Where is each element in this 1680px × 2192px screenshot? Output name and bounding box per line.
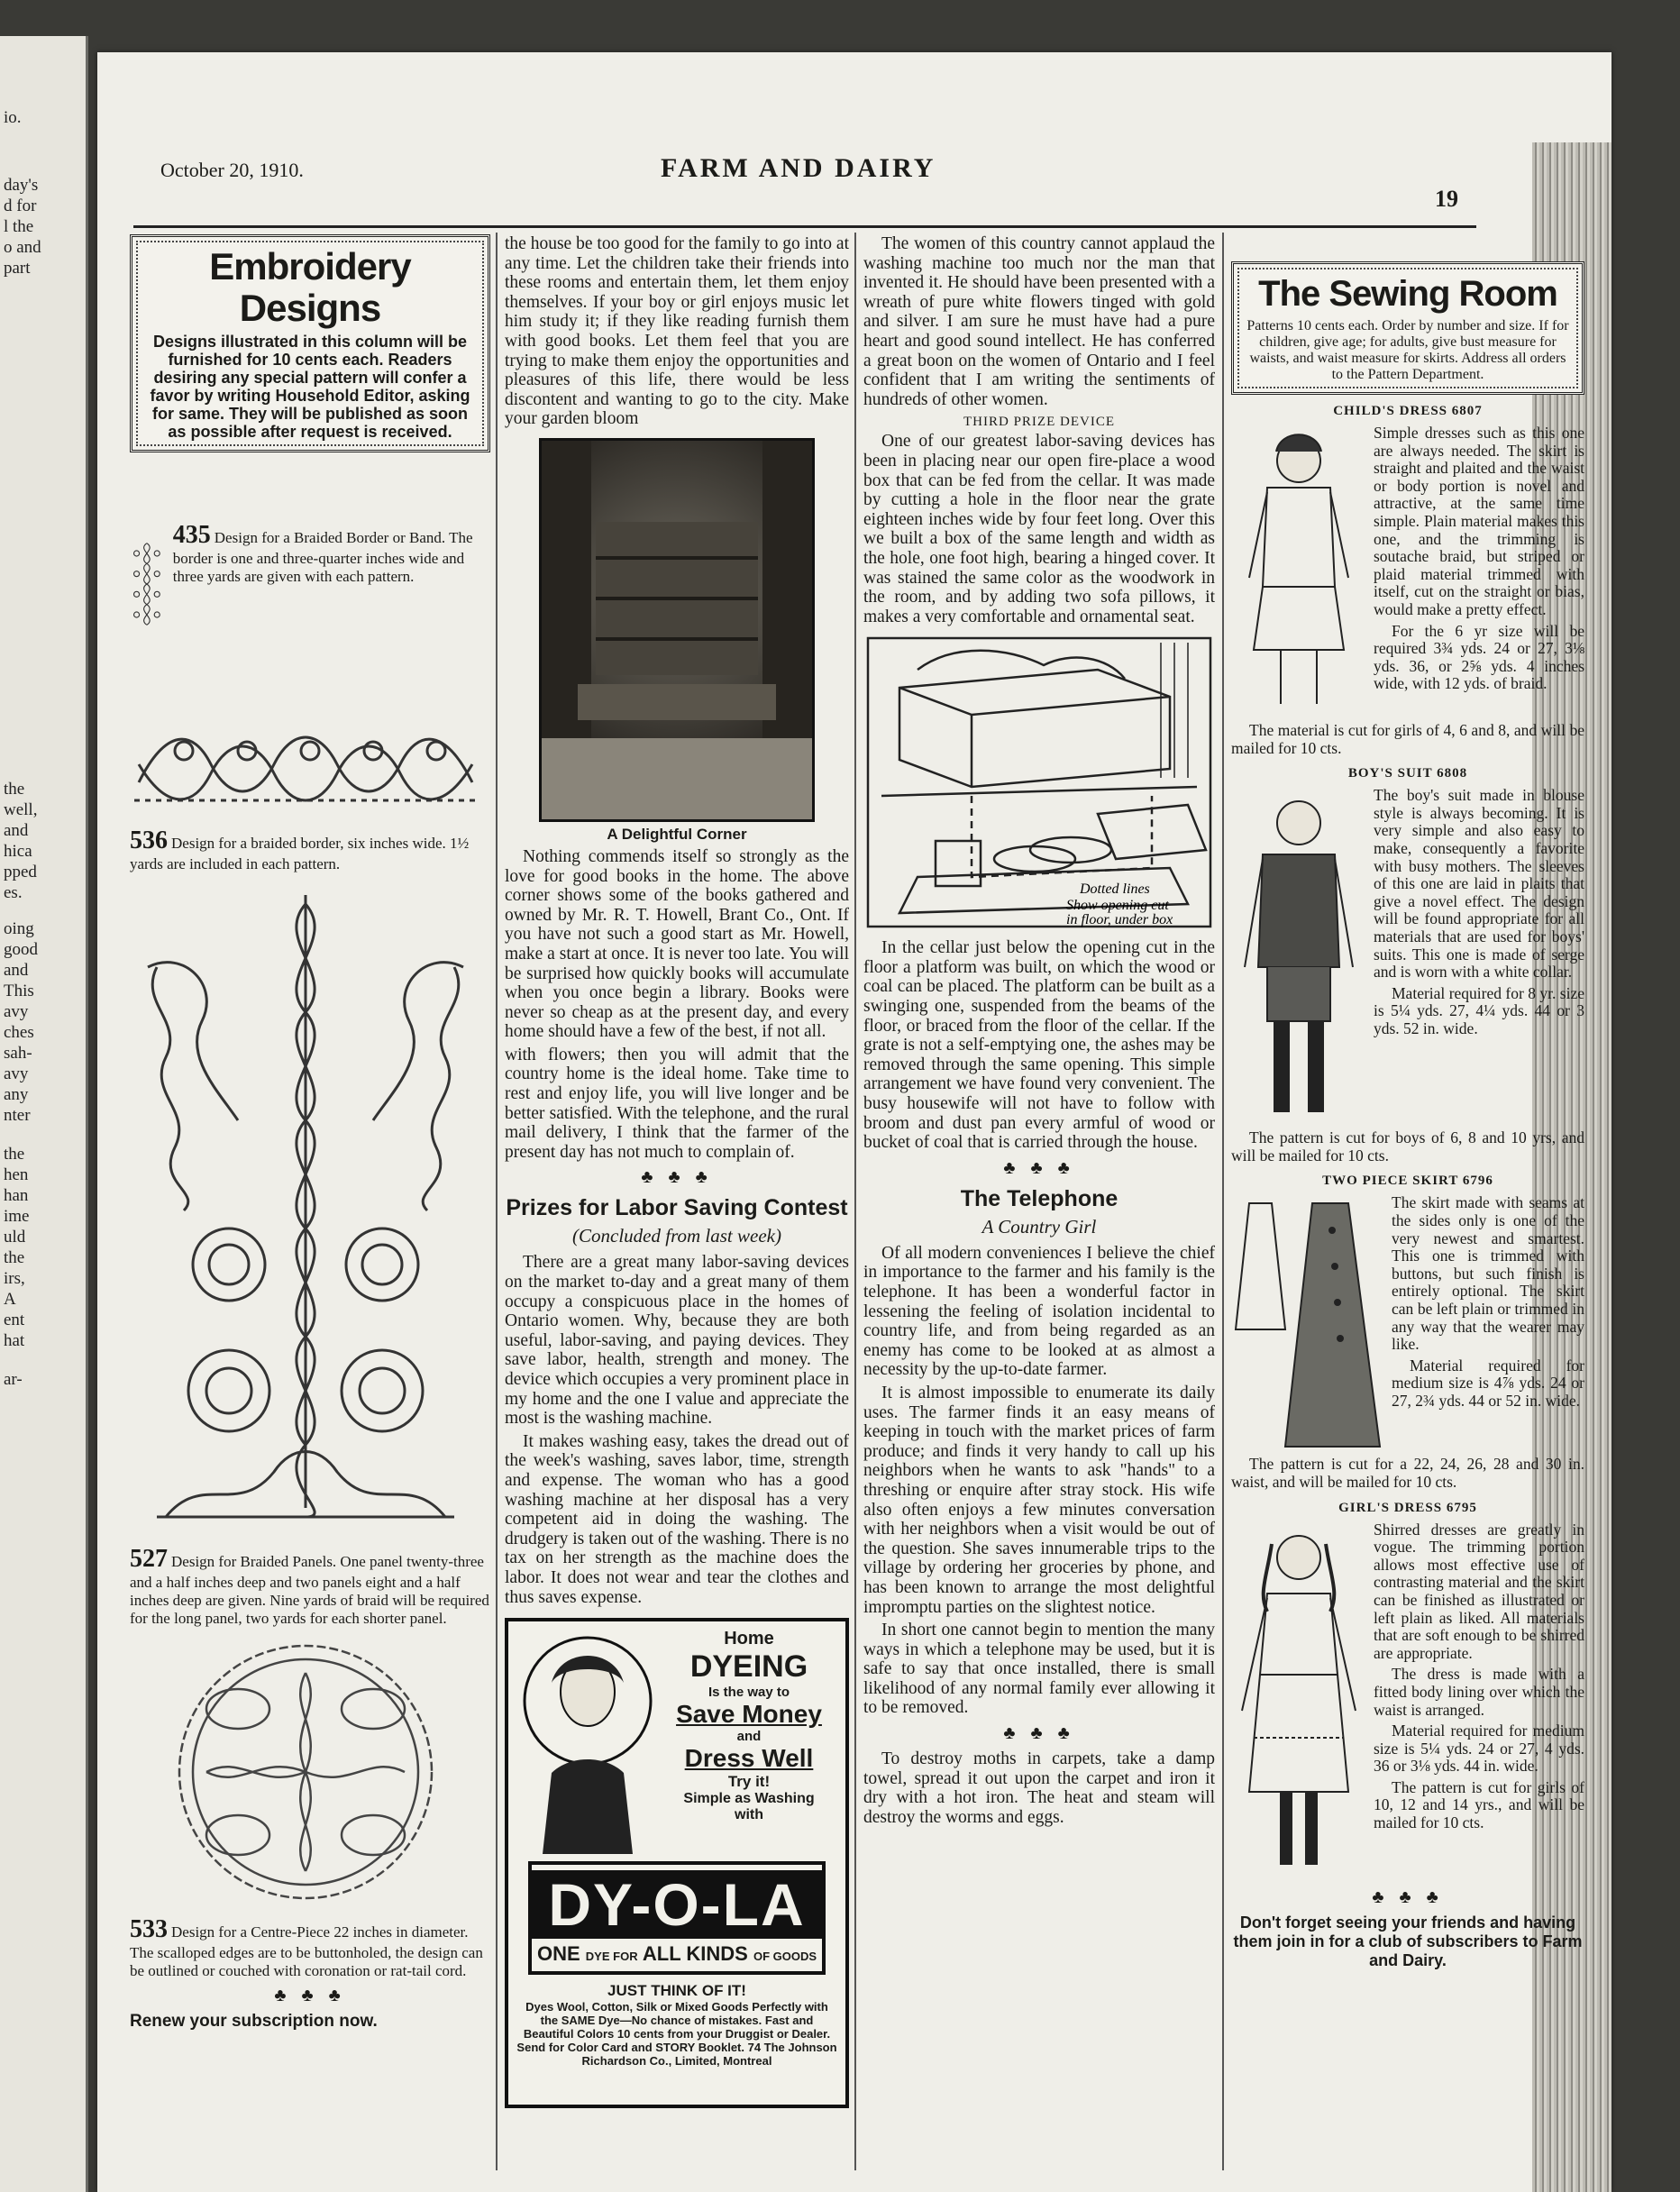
column-three (863, 234, 1215, 2181)
skirt-requirement: Material required for medium size is 4⅞ yds. 24 or 27, 2¾ yds. 44 or 52 in. wide. (1392, 1356, 1584, 1410)
ad-home: Home (724, 1629, 774, 1649)
telephone-heading: The Telephone (960, 1185, 1118, 1211)
previous-page-fragment: A (4, 1290, 16, 1309)
ornament: ♣ ♣ ♣ (1003, 1723, 1075, 1744)
article-text: There are a great many labor-saving devices on the market to-day and a great many of them occupy a conspicuous place in the homes of Ontario women. Why, because they are both useful, labor-saving, and paying devices. They save labor, health, strength and money. The device which occupies a very prominent place in my home and the one I value and appreciate the most is the washing machine. (505, 1253, 849, 1429)
article-text: In the cellar just below the opening cut in the floor a platform was built, on which the wood or coal can be placed. The platform can be built as a swinging one, suspended from the beams of the floor, or braced from the floor of the cellar. If the grate is not a self-emptying one, the ashes may be removed through the same opening. This simple arrangement we have found very convenient. The busy housewife will not have to follow with broom and dust pan every armful of wood or bucket of coal that is carried through the house. (863, 938, 1215, 1153)
ornament: ♣ ♣ ♣ (274, 1986, 346, 2005)
article-text: the house be too good for the family to go into at any time. Let the children take their friends into these rooms and entertain them, let them enjoy themselves. If your boy or girl enjoys music let him study it; if they like reading furnish them with good books. Let them feel that you are trying to make them enjoy the opportunities and pleasures of this life, there would be less discontent and wanting to go to the city. Make your garden bloom (505, 234, 849, 429)
centre-piece-figure (130, 1637, 481, 1907)
brand-name: DY-O-LA (532, 1870, 822, 1939)
previous-page-fragment: part (4, 259, 31, 278)
previous-page-fragment: uld (4, 1228, 26, 1247)
previous-page-fragment: pped (4, 863, 37, 881)
ad-with: with (735, 1807, 763, 1823)
bookshelf-image (542, 441, 812, 819)
previous-page-fragment: This (4, 982, 34, 1000)
previous-page-fragment: hen (4, 1165, 29, 1184)
tag-one: ONE (536, 1942, 580, 1966)
boys-suit-sizes: The pattern is cut for boys of 6, 8 and 10 yrs, and will be mailed for 10 cts. (1231, 1128, 1584, 1164)
embroidery-box (130, 234, 490, 452)
design-435 (130, 467, 490, 701)
previous-page-fragment: ches (4, 1023, 34, 1042)
wood-box-diagram (863, 634, 1215, 931)
renew-notice: Renew your subscription now. (130, 2012, 378, 2031)
sewing-room-title: The Sewing Room (1258, 274, 1557, 314)
article-text: In short one cannot begin to mention the many ways in which a telephone may be used, but it is safe to say that once installed, there is small likelihood of any normal family ever allowing it to be removed. (863, 1621, 1215, 1718)
child-dress-title: CHILD'S DRESS 6807 (1333, 404, 1483, 418)
previous-page-fragment: es. (4, 883, 23, 902)
girls-dress-requirement: Material required for medium size is 5¼ yds. 24 or 27, 4 yds. 36 or 3⅛ yds. 44 in. wide. (1374, 1722, 1584, 1776)
design-536 (130, 827, 490, 873)
skirt-title: TWO PIECE SKIRT 6796 (1322, 1174, 1493, 1189)
tag-all-kinds: ALL KINDS (642, 1942, 748, 1966)
column-rule (854, 233, 856, 2170)
design-533-number: 533 (130, 1915, 168, 1943)
telephone-byline: A Country Girl (982, 1215, 1097, 1238)
fig-label-2: Show opening cut (1066, 898, 1169, 914)
skirt-description: The skirt made with seams at the sides only is one of the very newest and smartest. This one is trimmed with buttons, but such finish is entirely optional. The skirt can be left plain or trimmed in any way that the wearer may like. (1392, 1193, 1584, 1354)
issue-date: October 20, 1910. (160, 159, 304, 181)
design-435-number: 435 (172, 521, 211, 549)
article-text: One of our greatest labor-saving devices has been in placing near our open fire-place a wood box that can be fed from the cellar. It was made by cutting a hole in the floor near the grate eighteen inches wide by four feet long. Over this we built a box of the same length and width as the hole, one foot high, bearing a hinged cover. It was stained the same color as the woodwork in the room, and by adding two sofa pillows, it makes a very comfortable and ornamental seat. (863, 432, 1215, 626)
article-text: It is almost impossible to enumerate its daily uses. The farmer finds it an easy means of keeping in touch with the market prices of farm produce; and finds it very handy to call up his neighbors when he wants to ask "hands" to a threshing or enquire after stray stock. His wife also often enjoys a few minutes conversation with her neighbors when a visit would be out of the question. She saves innumerable trips to the village by ordering her groceries by phone, and has been known to arrange the most delightful impromptu parties on the slightest notice. (863, 1383, 1215, 1617)
article-text: Of all modern conveniences I believe the chief in importance to the farmer and his family is the telephone. It has been a wonderful factor in lessening the feeling of isolation incidental to country life, and from being regarded as an enemy has come to be looked at as almost a necessity by the up-to-date farmer. (863, 1243, 1215, 1380)
girls-dress-description: Shirred dresses are greatly in vogue. The trimming portion allows most effective use of contrasting material and the skirt can be finished as illustrated or left plain as liked. All materials that are soft enough to be shirred are appropriate. (1374, 1520, 1584, 1662)
boys-suit-figure (1231, 787, 1366, 1129)
ornament: ♣ ♣ ♣ (641, 1167, 713, 1188)
previous-page-fragment: and (4, 821, 29, 840)
braided-border-wide-figure (130, 710, 481, 818)
girls-dress-block (1231, 1521, 1584, 1882)
ad-simple: Simple as Washing (683, 1791, 815, 1807)
previous-page-fragment: io. (4, 108, 22, 127)
previous-page-fragment: han (4, 1186, 29, 1205)
article-text: with flowers; then you will admit that the country home is the ideal home. Take time to rest and enjoy life, you will live longer and be better satisfied. With the telephone, and the rural mail delivery, I think that the farmer of the present day has not much to complain of. (505, 1045, 849, 1162)
ornament: ♣ ♣ ♣ (1003, 1157, 1075, 1178)
newspaper-page (97, 52, 1612, 2192)
previous-page-fragment: well, (4, 800, 38, 819)
library-corner-photo (539, 438, 815, 822)
lady-portrait (516, 1629, 660, 1854)
dyola-advertisement (505, 1618, 849, 2108)
previous-page-fragment: the (4, 1248, 25, 1267)
design-527-number: 527 (130, 1545, 168, 1573)
girls-dress-lining: The dress is made with a fitted body lining over which the waist is arranged. (1374, 1665, 1584, 1719)
ad-fine-print: Dyes Wool, Cotton, Silk or Mixed Goods Perfectly with the SAME Dye—No chance of mistakes. Fast and Beautiful Colors 10 cents from your Druggist or Dealer. Send for Color Card and STORY Booklet. 74 The Johnson Richardson Co., Limited, Montreal (516, 2000, 837, 2069)
previous-page-fragment: the (4, 1145, 25, 1164)
previous-page-fragment: and (4, 961, 29, 980)
contest-heading: Prizes for Labor Saving Contest (506, 1195, 848, 1221)
column-sewing-room (1231, 234, 1584, 2181)
previous-page-fragment: hica (4, 842, 32, 861)
ornament: ♣ ♣ ♣ (1372, 1886, 1444, 1907)
ad-dyeing: DYEING (689, 1649, 808, 1685)
boys-suit-block (1231, 787, 1584, 1129)
ad-save-money: Save Money (676, 1700, 822, 1729)
design-435-text: Design for a Braided Border or Band. The border is one and three-quarter inches wide and three yards are given with each pattern. (172, 529, 473, 585)
design-527 (130, 1545, 490, 1628)
braided-border-figure (130, 467, 164, 701)
boys-suit-title: BOY'S SUIT 6808 (1347, 766, 1468, 781)
previous-page-fragment: nter (4, 1106, 31, 1125)
boys-suit-description: The boy's suit made in blouse style is always becoming. It is very simple and also easy to make, consequently a favorite with busy mothers. The sleeves of this one are laid in plaits that give a novel effect. The design will be found appropriate for all materials that are used for boys' suits. This one is made of serge and is worn with a white collar. (1374, 786, 1584, 982)
previous-page-fragment: sah- (4, 1044, 32, 1063)
previous-page-fragment: oing (4, 919, 34, 938)
ad-and: and (736, 1729, 762, 1745)
previous-page-fragment: irs, (4, 1269, 25, 1288)
child-dress-sizes: The material is cut for girls of 4, 6 and 8, and will be mailed for 10 cts. (1231, 721, 1584, 757)
design-536-text: Design for a braided border, six inches wide. 1½ yards are included in each pattern. (130, 835, 470, 872)
ad-dress-well: Dress Well (684, 1744, 814, 1773)
previous-page-fragment: o and (4, 238, 41, 257)
previous-page-fragment: good (4, 940, 38, 959)
previous-page-edge (0, 36, 88, 2192)
previous-page-fragment: any (4, 1085, 29, 1104)
skirt-sizes: The pattern is cut for a 22, 24, 26, 28 and 30 in. waist, and will be mailed for 10 cts. (1231, 1455, 1584, 1491)
third-prize-heading: THIRD PRIZE DEVICE (963, 415, 1115, 430)
skirt-block (1231, 1194, 1584, 1456)
braided-panels-figure (130, 886, 481, 1535)
column-two (505, 234, 849, 2181)
embroidery-title: Embroidery Designs (209, 245, 411, 329)
previous-page-fragment: ent (4, 1311, 25, 1329)
previous-page-fragment: avy (4, 1002, 29, 1021)
fig-label-3: in floor, under box (1066, 912, 1173, 928)
column-rule (1222, 233, 1224, 2170)
tag-dye-for: DYE FOR (585, 1950, 638, 1964)
header-rule (133, 225, 1476, 228)
previous-page-fragment: ime (4, 1207, 30, 1226)
previous-page-fragment: hat (4, 1331, 25, 1350)
child-dress-figure (1231, 425, 1366, 722)
previous-page-fragment: the (4, 780, 25, 799)
boys-suit-requirement: Material required for 8 yr. size is 5¼ yds. 27, 4¼ yds. 44 or 3 yds. 52 in. wide. (1374, 983, 1584, 1037)
design-536-number: 536 (130, 827, 168, 854)
girls-dress-title: GIRL'S DRESS 6795 (1338, 1500, 1477, 1515)
skirt-figure (1231, 1194, 1384, 1456)
embroidery-notice: Designs illustrated in this column will be furnished for 10 cents each. Readers desiring any special pattern will confer a favor by writing Household Editor, asking for same. They will be published as soon as possible after request is received. (150, 333, 470, 441)
sewing-room-box (1231, 261, 1584, 395)
sewing-room-notice: Patterns 10 cents each. Order by number and size. If for children, give age; for adults, give bust measure for waists, and waist measure for skirts. Address all orders to the Pattern Department. (1246, 318, 1569, 382)
club-notice: Don't forget seeing your friends and having them join in for a club of subscribers to Farm and Dairy. (1233, 1913, 1583, 1969)
contest-subheading: (Concluded from last week) (572, 1225, 781, 1247)
design-533-text: Design for a Centre-Piece 22 inches in diameter. The scalloped edges are to be buttonholed, the design can be outlined or couched with coronation or rat-tail cord. (130, 1923, 483, 1979)
article-text: The women of this country cannot applaud the washing machine too much nor the man that invented it. He should have been presented with a wreath of pure white flowers tinged with gold and silver. I am sure he must have had a pure heart and good sound intellect. He has conferred a great boon on the women of Ontario and I feel confident that I am writing the sentiments of hundreds of other women. (863, 234, 1215, 409)
dyola-logo (528, 1861, 826, 1975)
photo-caption: A Delightful Corner (607, 825, 747, 843)
photo-description: Nothing commends itself so strongly as the love for good books in the home. The above corner shows some of the books gathered and owned by Mr. R. T. Howell, Brant Co., Ont. If you have not such a good start as Mr. Howell, make a start at once. It is never too late. You will be surprised how quickly books will accumulate when you once begin a library. Books were never so cheap as at the present day, and every home should have a few of the best, if not all. (505, 846, 849, 1042)
article-text: To destroy moths in carpets, take a damp towel, spread it out upon the carpet and iron it dry with a hot iron. The heat and steam will destroy the worms and eggs. (863, 1749, 1215, 1827)
child-dress-block (1231, 425, 1584, 722)
ad-try-it: Try it! (727, 1773, 771, 1791)
article-text: It makes washing easy, takes the dread out of the week's washing, saves labor, time, strength and expense. The woman who has a good washing machine at her disposal has a very competent aid in doing the washing. The drudgery is taken out of the washing. There is no tax on her strength as the machine does the labor. It does not wear and tear the clothes and thus saves expense. (505, 1431, 849, 1607)
girls-dress-figure (1231, 1521, 1366, 1882)
child-dress-requirement: For the 6 yr size will be required 3¾ yds. 24 or 27, 3⅛ yds. 36, or 2⅝ yds. 4 inches wide, with 12 yds. of braid. (1374, 621, 1584, 693)
previous-page-fragment: ar- (4, 1370, 23, 1389)
column-embroidery (130, 234, 490, 2181)
design-527-text: Design for Braided Panels. One panel twenty-three and a half inches deep and two panels eight and a half inches deep are given. Nine yards of braid will be required for the long panel, two yards for each shorter panel. (130, 1553, 489, 1627)
ad-think: JUST THINK OF IT! (607, 1982, 746, 2000)
previous-page-fragment: d for (4, 196, 37, 215)
wood-box-illustration (863, 634, 1215, 931)
previous-page-fragment: day's (4, 176, 39, 195)
ad-way: Is the way to (708, 1685, 790, 1701)
design-533 (130, 1915, 490, 1980)
fig-label-1: Dotted lines (1080, 881, 1150, 898)
previous-page-fragment: avy (4, 1064, 29, 1083)
tag-of-goods: OF GOODS (753, 1950, 817, 1964)
girls-dress-sizes: The pattern is cut for girls of 10, 12 and 14 yrs., and will be mailed for 10 cts. (1374, 1777, 1584, 1832)
masthead: FARM AND DAIRY (661, 153, 936, 183)
page-number: 19 (1435, 186, 1458, 212)
child-dress-description: Simple dresses such as this one are always needed. The skirt is straight and plaited and the waist or body portion is novel and attractive, at the same time simple. Plain material makes this one, and the trimming is soutache braid, but striped or plaid material trimmed with itself, cut on the straight or bias, would make a pretty effect. (1374, 424, 1584, 618)
column-rule (496, 233, 498, 2170)
previous-page-fragment: l the (4, 217, 34, 236)
